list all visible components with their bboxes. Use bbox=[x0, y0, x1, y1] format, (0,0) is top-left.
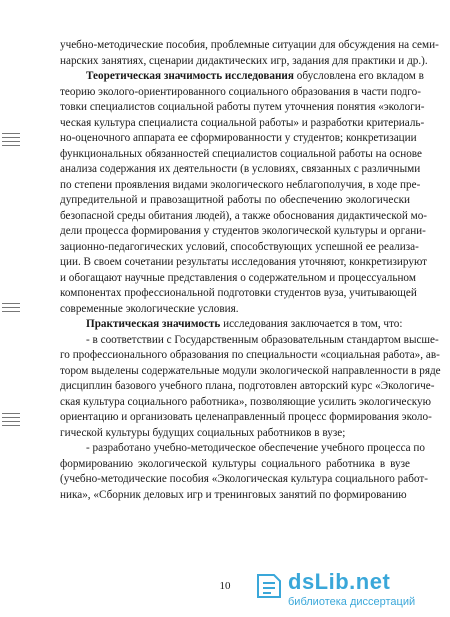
line-text: компонентах профессиональной подготовки студентов вуза, учитывающей bbox=[60, 287, 417, 299]
text-line bbox=[60, 364, 441, 380]
line-text: ориентацию и организовать целенаправленный процесс формирования эколо- bbox=[60, 411, 432, 423]
margin-scan-marks bbox=[2, 410, 20, 429]
line-text: ческая культура специалиста социальной работы» и разработки критериаль- bbox=[60, 116, 425, 129]
page-number: 10 bbox=[219, 580, 231, 592]
line-text: - разработано учебно-методическое обеспечение учебного процесса по bbox=[86, 442, 426, 454]
line-text: но-оценочного аппарата ее сформированности у студентов; конкретизации bbox=[60, 132, 417, 144]
line-text: нарских занятиях, сценарии дидактических игр, задания для практики и др.). bbox=[60, 54, 428, 67]
text-line bbox=[60, 255, 428, 271]
line-text: ции. В своем сочетании результаты исследования уточняют, конкретизируют bbox=[60, 256, 428, 268]
watermark bbox=[254, 569, 444, 613]
bold-heading: Теоретическая значимость исследования bbox=[86, 70, 294, 82]
text-line bbox=[60, 457, 410, 473]
line-text: функциональных обязанностей специалистов социальной работы на основе bbox=[60, 147, 422, 160]
text-line bbox=[60, 116, 425, 132]
text-line bbox=[60, 317, 410, 333]
text-line bbox=[60, 395, 431, 411]
line-text: гической культуры будущих социальных работников в вузе; bbox=[60, 426, 346, 439]
line-text: ника», «Сборник деловых игр и тренинговых занятий по формированию bbox=[60, 488, 407, 501]
line-text: теорию эколого-ориентированного социального образования в части подго- bbox=[60, 85, 421, 98]
line-text: го профессионального образования по специальности «социальная работа», ав- bbox=[60, 349, 440, 361]
line-text: обусловлена его вкладом в bbox=[293, 70, 424, 82]
text-line bbox=[60, 379, 435, 395]
margin-scan-marks bbox=[2, 130, 20, 149]
line-text: учебно-методические пособия, проблемные ситуации для обсуждения на семи- bbox=[60, 39, 439, 51]
text-line bbox=[60, 271, 416, 287]
text-line bbox=[60, 162, 421, 178]
line-text: современные экологические условия. bbox=[60, 302, 239, 315]
text-line bbox=[60, 302, 410, 318]
line-text: - в соответствии с Государственным образовательным стандартом высше- bbox=[86, 333, 439, 346]
bold-heading: Практическая значимость bbox=[86, 318, 221, 330]
line-text: и обогащают научные представления о содержательном и процессуальном bbox=[60, 271, 416, 284]
text-line bbox=[60, 85, 421, 101]
text-line bbox=[60, 193, 410, 209]
text-line bbox=[60, 441, 426, 457]
text-line bbox=[60, 69, 424, 85]
text-line bbox=[60, 488, 410, 504]
line-text: (учебно-методические пособия «Экологическая культура социального работ- bbox=[60, 473, 428, 485]
text-line bbox=[60, 240, 419, 256]
text-line bbox=[60, 147, 422, 163]
line-text: зационно-педагогических условий, способствующих успешной ее реализа- bbox=[60, 240, 419, 253]
text-line bbox=[60, 54, 428, 70]
text-line bbox=[60, 472, 428, 488]
line-text: исследования заключается в том, что: bbox=[220, 318, 403, 330]
text-line bbox=[60, 333, 439, 349]
line-text: анализа содержания их деятельности (в условиях, связанных с различными bbox=[60, 163, 421, 175]
text-line bbox=[60, 348, 440, 364]
text-line bbox=[60, 38, 439, 54]
line-text: тором выделены содержательные модули экологической направленности в ряде bbox=[60, 364, 441, 377]
text-line bbox=[60, 224, 426, 240]
line-text: формированию экологической культуры социального работника в вузе bbox=[60, 457, 410, 470]
text-line bbox=[60, 131, 417, 147]
line-text: ская культура социального работника», позволяющие усилить экологическую bbox=[60, 395, 431, 408]
line-text: дели процесса формирования у студентов экологической культуры и органи- bbox=[60, 225, 426, 237]
text-line bbox=[60, 209, 428, 225]
text-line bbox=[60, 410, 432, 426]
dslib-logo-icon bbox=[254, 571, 284, 601]
line-text: по степени проявления видами экологического неблагополучия, в ходе пре- bbox=[60, 178, 421, 191]
text-line bbox=[60, 286, 417, 302]
line-text: дисциплин базового учебного плана, подготовлен авторский курс «Экологиче- bbox=[60, 380, 435, 392]
margin-scan-marks bbox=[2, 300, 20, 315]
line-text: товки специалистов социальной работы путем уточнения понятия «экологи- bbox=[60, 101, 425, 113]
text-line bbox=[60, 100, 425, 116]
text-line bbox=[60, 426, 410, 442]
body-text bbox=[60, 38, 441, 503]
line-text: дупредительной и правозащитной работы по обеспечению экологически bbox=[60, 194, 410, 206]
watermark-title: dsLib.net bbox=[288, 569, 391, 594]
line-text: безопасной среды обитания людей), а также обоснования дидактической мо- bbox=[60, 209, 428, 222]
watermark-subtitle: библиотека диссертаций bbox=[288, 596, 416, 608]
text-line bbox=[60, 178, 421, 194]
